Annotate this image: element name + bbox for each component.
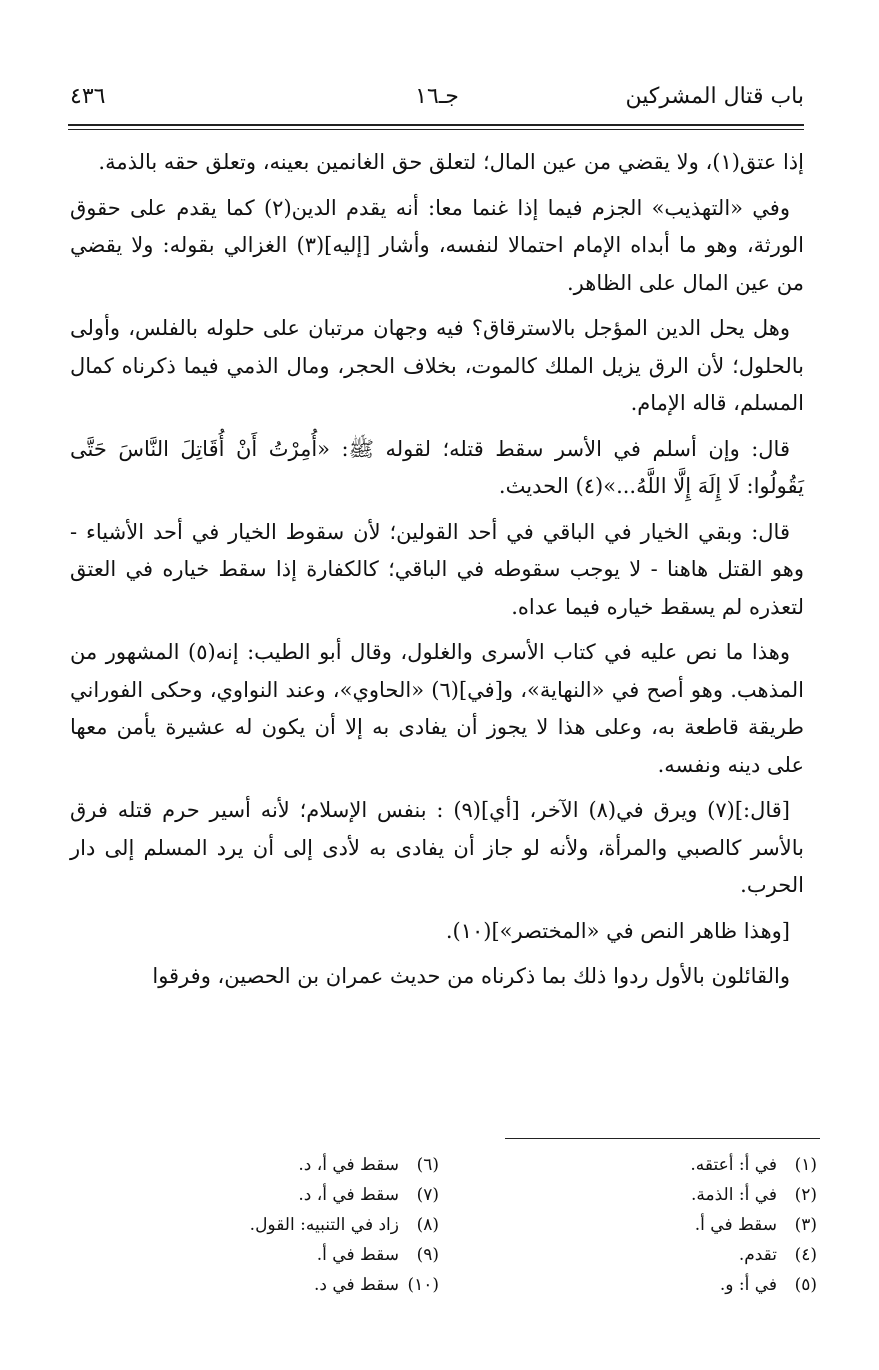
paragraph: وفي «التهذيب» الجزم فيما إذا غنما معا: أنه يقدم الدين(٢) كما يقدم على حقوق الورثة، وهو ما أبداه الإمام احتمالا لنفسه، وأشار [إليه](٣) الغزالي بقوله: ولا يقضي من عين المال على الظاهر. [70, 195, 804, 295]
footnote-text: تقدم. [738, 1245, 777, 1265]
footnote-text: في أ: أعتقه. [690, 1155, 777, 1175]
footnote-text: سقط في أ، د. [298, 1185, 399, 1205]
footnote [179, 1240, 439, 1270]
footnote [179, 1270, 439, 1300]
footnote-text: سقط في أ، د. [298, 1155, 399, 1175]
footnote [557, 1180, 817, 1210]
paragraph: [وهذا ظاهر النص في «المختصر»](١٠). [445, 918, 790, 943]
paragraph: وهذا ما نص عليه في كتاب الأسرى والغلول، وقال أبو الطيب: إنه(٥) المشهور من المذهب. وهو أصح في «النهاية»، و[في](٦) «الحاوي»، وعند النواوي، وحكى الفوراني طريقة قاطعة به، وعلى هذا لا يجوز أن يفادى به إلا أن يكون له عشيرة يأمن معها على دينه ونفسه. [70, 640, 804, 777]
page-number: ٤٣٦ [70, 84, 106, 109]
footnote-number: (٦) [416, 1155, 439, 1175]
footnote [557, 1240, 817, 1270]
footnotes-right-column [557, 1150, 817, 1300]
footnote [179, 1180, 439, 1210]
footnote [179, 1150, 439, 1180]
footnote-text: في أ: و. [719, 1275, 777, 1295]
footnote-number: (٢) [794, 1185, 817, 1205]
main-text [70, 144, 804, 1004]
chapter-title: باب قتال المشركين [625, 84, 804, 109]
volume-part: جـ١٦ [415, 84, 459, 109]
footnote-text: زاد في التنبيه: القول. [249, 1215, 399, 1235]
footnote [557, 1270, 817, 1300]
footnote-number: (١٠) [407, 1275, 439, 1295]
paragraph: قال: وبقي الخيار في الباقي في أحد القولين؛ لأن سقوط الخيار في أحد الأشياء - وهو القتل هاهنا - لا يوجب سقوطه في الباقي؛ كالكفارة إذا سقط خياره في العتق لتعذره لم يسقط خياره فيما عداه. [70, 519, 804, 619]
paragraph: [قال:](٧) ويرق في(٨) الآخر، [أي](٩) : بنفس الإسلام؛ لأنه أسير حرم قتله فرق بالأسر كالصبي والمرأة، ولأنه لو جاز أن يفادى به لأدى إلى أن يرد المسلم إلى دار الحرب. [70, 798, 804, 897]
paragraph: قال: وإن أسلم في الأسر سقط قتله؛ لقوله ﷺ: «أُمِرْتُ أَنْ أُقَاتِلَ النَّاسَ حَتَّى يَقُولُوا: لَا إِلَهَ إِلَّا اللَّهُ...»(٤) الحديث. [70, 436, 804, 498]
footnote-text: سقط في د. [313, 1275, 399, 1295]
footnote-number: (٣) [794, 1215, 817, 1235]
footnote [179, 1210, 439, 1240]
paragraph: والقائلون بالأول ردوا ذلك بما ذكرناه من حديث عمران بن الحصين، وفرقوا [152, 964, 790, 988]
footnote-text: سقط في أ. [316, 1245, 399, 1265]
footnote [557, 1150, 817, 1180]
footnote-separator [505, 1138, 820, 1139]
footnote-number: (٧) [416, 1185, 439, 1205]
header-rule [68, 124, 804, 126]
footnote-number: (٥) [794, 1275, 817, 1295]
footnote-number: (٨) [416, 1215, 439, 1235]
footnote-number: (٤) [794, 1245, 817, 1265]
footnote-number: (٩) [416, 1245, 439, 1265]
footnote [557, 1210, 817, 1240]
footnote-text: سقط في أ. [694, 1215, 777, 1235]
footnote-text: في أ: الذمة. [690, 1185, 777, 1205]
running-header [70, 78, 804, 118]
paragraph: إذا عتق(١)، ولا يقضي من عين المال؛ لتعلق حق الغانمين بعينه، وتعلق حقه بالذمة. [98, 150, 804, 174]
footnotes-left-column [179, 1150, 439, 1300]
paragraph: وهل يحل الدين المؤجل بالاسترقاق؟ فيه وجهان مرتبان على حلوله بالفلس، وأولى بالحلول؛ لأن الرق يزيل الملك كالموت، بخلاف الحجر، ومال الذمي فيما ذكرناه كمال المسلم، قاله الإمام. [70, 316, 804, 415]
footnote-number: (١) [794, 1155, 817, 1175]
header-rule-thin [68, 129, 804, 130]
